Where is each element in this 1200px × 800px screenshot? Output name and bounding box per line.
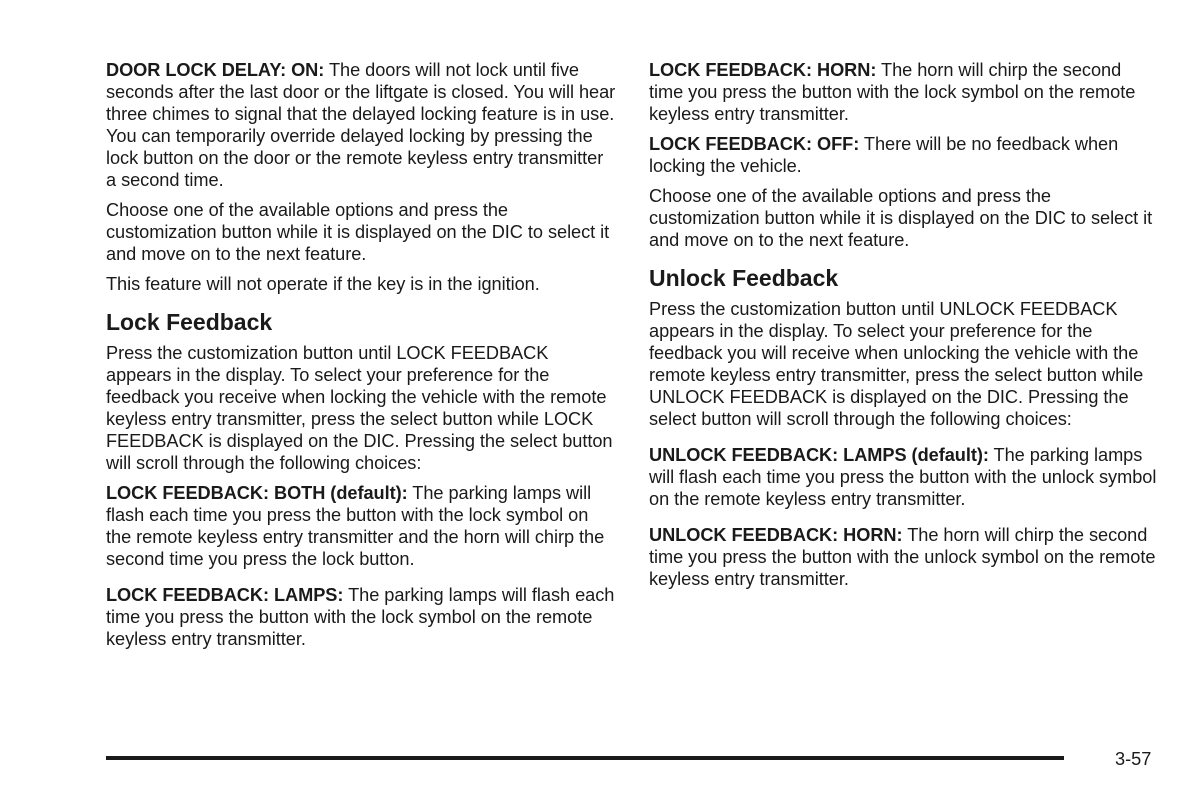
lock-feedback-lamps-text: The parking lamps will flash each time you press the button with the lock symbol on the remote keyless entry transmitter. (106, 585, 615, 649)
right-column (649, 59, 1159, 598)
unlock-feedback-lamps-paragraph (649, 444, 1159, 510)
choose-option-paragraph-right: Choose one of the available options and press the customization button while it is displayed on the DIC to select it and move on to the next feature. (649, 186, 1153, 250)
unlock-feedback-horn-term: UNLOCK FEEDBACK: HORN: (649, 525, 903, 545)
lock-feedback-lamps-paragraph (106, 584, 616, 650)
lock-feedback-horn-term: LOCK FEEDBACK: HORN: (649, 60, 877, 80)
unlock-feedback-horn-paragraph (649, 524, 1159, 590)
lock-feedback-horn-paragraph (649, 59, 1159, 125)
lock-feedback-heading: Lock Feedback (106, 309, 273, 335)
door-lock-delay-on-text: The doors will not lock until five seconds after the last door or the liftgate is closed. You will hear three chimes to signal that the delayed locking feature is in use. You can temporarily override delayed locking by pressing the lock button on the door or the remote keyless entry transmitter a second time. (106, 60, 616, 190)
lock-feedback-both-paragraph (106, 482, 616, 570)
lock-feedback-lamps-term: LOCK FEEDBACK: LAMPS: (106, 585, 344, 605)
unlock-feedback-horn-text: The horn will chirp the second time you press the button with the unlock symbol on the remote keyless entry transmitter. (649, 525, 1156, 589)
door-lock-delay-on-paragraph (106, 59, 616, 191)
unlock-feedback-intro-paragraph: Press the customization button until UNLOCK FEEDBACK appears in the display. To select your preference for the feedback you will receive when unlocking the vehicle with the remote keyless entry transmitter, press the select button while UNLOCK FEEDBACK is displayed on the DIC. Pressing the select button will scroll through the following choices: (649, 299, 1144, 429)
page-number: 3-57 (1115, 749, 1152, 769)
lock-feedback-off-text: There will be no feedback when locking the vehicle. (649, 134, 1119, 176)
lock-feedback-off-paragraph (649, 133, 1159, 177)
choose-option-paragraph: Choose one of the available options and press the customization button while it is displayed on the DIC to select it and move on to the next feature. (106, 200, 610, 264)
door-lock-delay-on-term: DOOR LOCK DELAY: ON: (106, 60, 325, 80)
ignition-note-paragraph: This feature will not operate if the key is in the ignition. (106, 274, 540, 294)
footer-rule (106, 756, 1064, 760)
unlock-feedback-heading: Unlock Feedback (649, 265, 839, 291)
lock-feedback-off-term: LOCK FEEDBACK: OFF: (649, 134, 860, 154)
lock-feedback-horn-text: The horn will chirp the second time you press the button with the lock symbol on the remote keyless entry transmitter. (649, 60, 1136, 124)
lock-feedback-both-term: LOCK FEEDBACK: BOTH (default): (106, 483, 408, 503)
lock-feedback-both-text: The parking lamps will flash each time you press the button with the lock symbol on the remote keyless entry transmitter and the horn will chirp the second time you press the lock button. (106, 483, 605, 569)
lock-feedback-intro-paragraph: Press the customization button until LOCK FEEDBACK appears in the display. To select your preference for the feedback you receive when locking the vehicle with the remote keyless entry transmitter, press the select button while LOCK FEEDBACK is displayed on the DIC. Pressing the select button will scroll through the following choices: (106, 343, 613, 473)
unlock-feedback-lamps-term: UNLOCK FEEDBACK: LAMPS (default): (649, 445, 989, 465)
left-column (106, 59, 616, 658)
unlock-feedback-lamps-text: The parking lamps will flash each time you press the button with the unlock symbol on the remote keyless entry transmitter. (649, 445, 1157, 509)
